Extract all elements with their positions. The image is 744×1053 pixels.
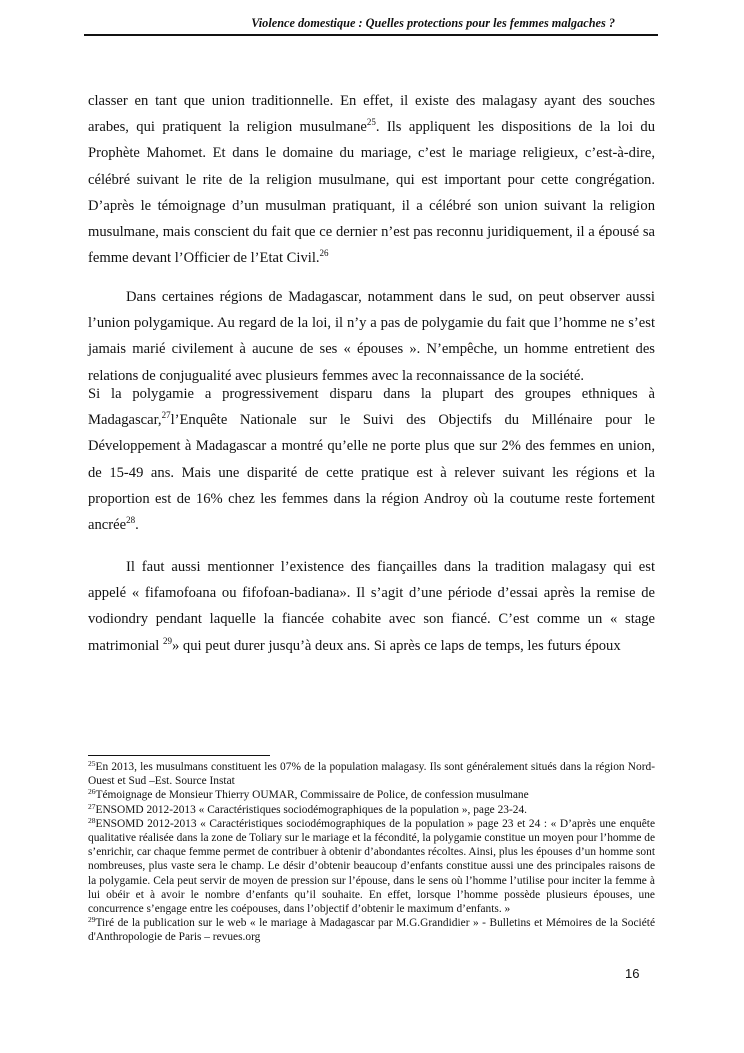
header-rule: [84, 34, 658, 36]
footnote-text: ENSOMD 2012-2013 « Caractéristiques sociodémographiques de la population » page 23 et 24 : « D’après une enquête qualitative réalisée dans la zone de Toliary sur le mariage et la fécondité, la polygamie constitue un moyen pour l’homme de s’enrichir, car chaque femme permet de contribuer à obtenir d’abondantes récoltes. Ainsi, plus les épouses d’un homme sont nombreuses, plus vaste sera le champ. Le désir d’obtenir beaucoup d’enfants constitue aussi une des principales raisons de la polygamie. Cela peut servir de moyen de pression sur l’épouse, dans le sens où l’homme l’utilise pour inciter la femme à lui obéir et à avoir le nombre d’enfants qu’il souhaite. En effet, lorsque l’homme possède plusieurs épouses, une concurrence s’engage entre les coépouses, dans l’objectif d’obtenir le maximum d’enfants. »: [88, 817, 655, 916]
paragraph-4: [88, 554, 655, 659]
footnote-ref[interactable]: 26: [319, 248, 329, 259]
text: .: [135, 517, 139, 534]
footnote-ref[interactable]: 25: [366, 117, 376, 128]
text: » qui peut durer jusqu’à deux ans. Si après ce laps de temps, les futurs époux: [171, 637, 621, 654]
running-header: Violence domestique : Quelles protections pour les femmes malgaches ?: [251, 16, 615, 30]
footnote-text: Témoignage de Monsieur Thierry OUMAR, Commissaire de Police, de confession musulmane: [95, 789, 529, 802]
paragraph-1: [88, 88, 655, 271]
footnote: [88, 760, 655, 788]
text: . Ils appliquent les dispositions de la loi du Prophète Mahomet. Et dans le domaine du mariage, c’est le mariage religieux, c’est-à-dire, célébré suivant le rite de la religion musulmane, qui est important pour cette congrégation. D’après le témoignage d’un musulman pratiquant, il a célébré son union suivant la religion musulmane, mais conscient du fait que ce dernier n’est pas reconnu juridiquement, il a épousé sa femme devant l’Officier de l’Etat Civil.: [88, 119, 655, 267]
footnote-number: 27: [88, 801, 96, 811]
footnote-text: En 2013, les musulmans constituent les 07% de la population malagasy. Ils sont généralement situés dans la région Nord-Ouest et Sud –Est. Source Instat: [88, 761, 655, 788]
footnote-ref[interactable]: 27: [161, 410, 171, 421]
footnote-ref[interactable]: 29: [162, 635, 172, 646]
footnote-text: ENSOMD 2012-2013 « Caractéristiques sociodémographiques de la population », page 23-24.: [95, 803, 527, 816]
footnote-number: 26: [88, 787, 96, 797]
footnote: [88, 916, 655, 944]
paragraph-2: Dans certaines régions de Madagascar, notamment dans le sud, on peut observer aussi l’union polygamique. Au regard de la loi, il n’y a pas de polygamie du fait que l’homme ne s’est jamais marié civilement à aucune de ses « épouses ». N’empêche, un homme entretient des relations de conjugualité avec plusieurs femmes avec la reconnaissance de la société.: [88, 289, 655, 384]
footnote: [88, 817, 655, 916]
footnote-text: Tiré de la publication sur le web « le mariage à Madagascar par M.G.Grandidier » - Bulletins et Mémoires de la Société d'Anthropologie de Paris – revues.org: [88, 917, 655, 944]
text: Il faut aussi mentionner l’existence des fiançailles dans la tradition malagasy qui est appelé « fifamofoana ou fifofoan-badiana». Il s’agit d’une période d’essai après la remise de vodiondry pendant laquelle la fiancée cohabite avec son fiancé. C’est comme un « stage matrimonial: [88, 559, 655, 654]
text: Si la polygamie a progressivement disparu dans la plupart des groupes ethniques à Madagascar,: [88, 386, 655, 429]
text: l’Enquête Nationale sur le Suivi des Objectifs du Millénaire pour le Développement à Madagascar a montré qu’elle ne porte plus que sur 2% des femmes en union, de 15-49 ans. Mais une disparité de cette pratique est à relever suivant les régions et la proportion est de 16% chez les femmes dans la région Androy où la coutume reste fortement ancrée: [88, 412, 655, 534]
footnote-number: 28: [88, 815, 96, 825]
footnote-number: 29: [88, 915, 96, 925]
footnote: [88, 788, 655, 802]
footnote: [88, 803, 655, 817]
paragraph-3: [88, 381, 655, 538]
footnote-ref[interactable]: 28: [126, 515, 136, 526]
footnote-number: 25: [88, 759, 96, 768]
footnote-separator: [88, 755, 270, 756]
text: classer en tant que union traditionnelle. En effet, il existe des malagasy ayant des souches arabes, qui pratiquent la religion musulmane: [88, 93, 655, 136]
page-number: 16: [625, 966, 640, 981]
footnotes: [88, 760, 655, 945]
